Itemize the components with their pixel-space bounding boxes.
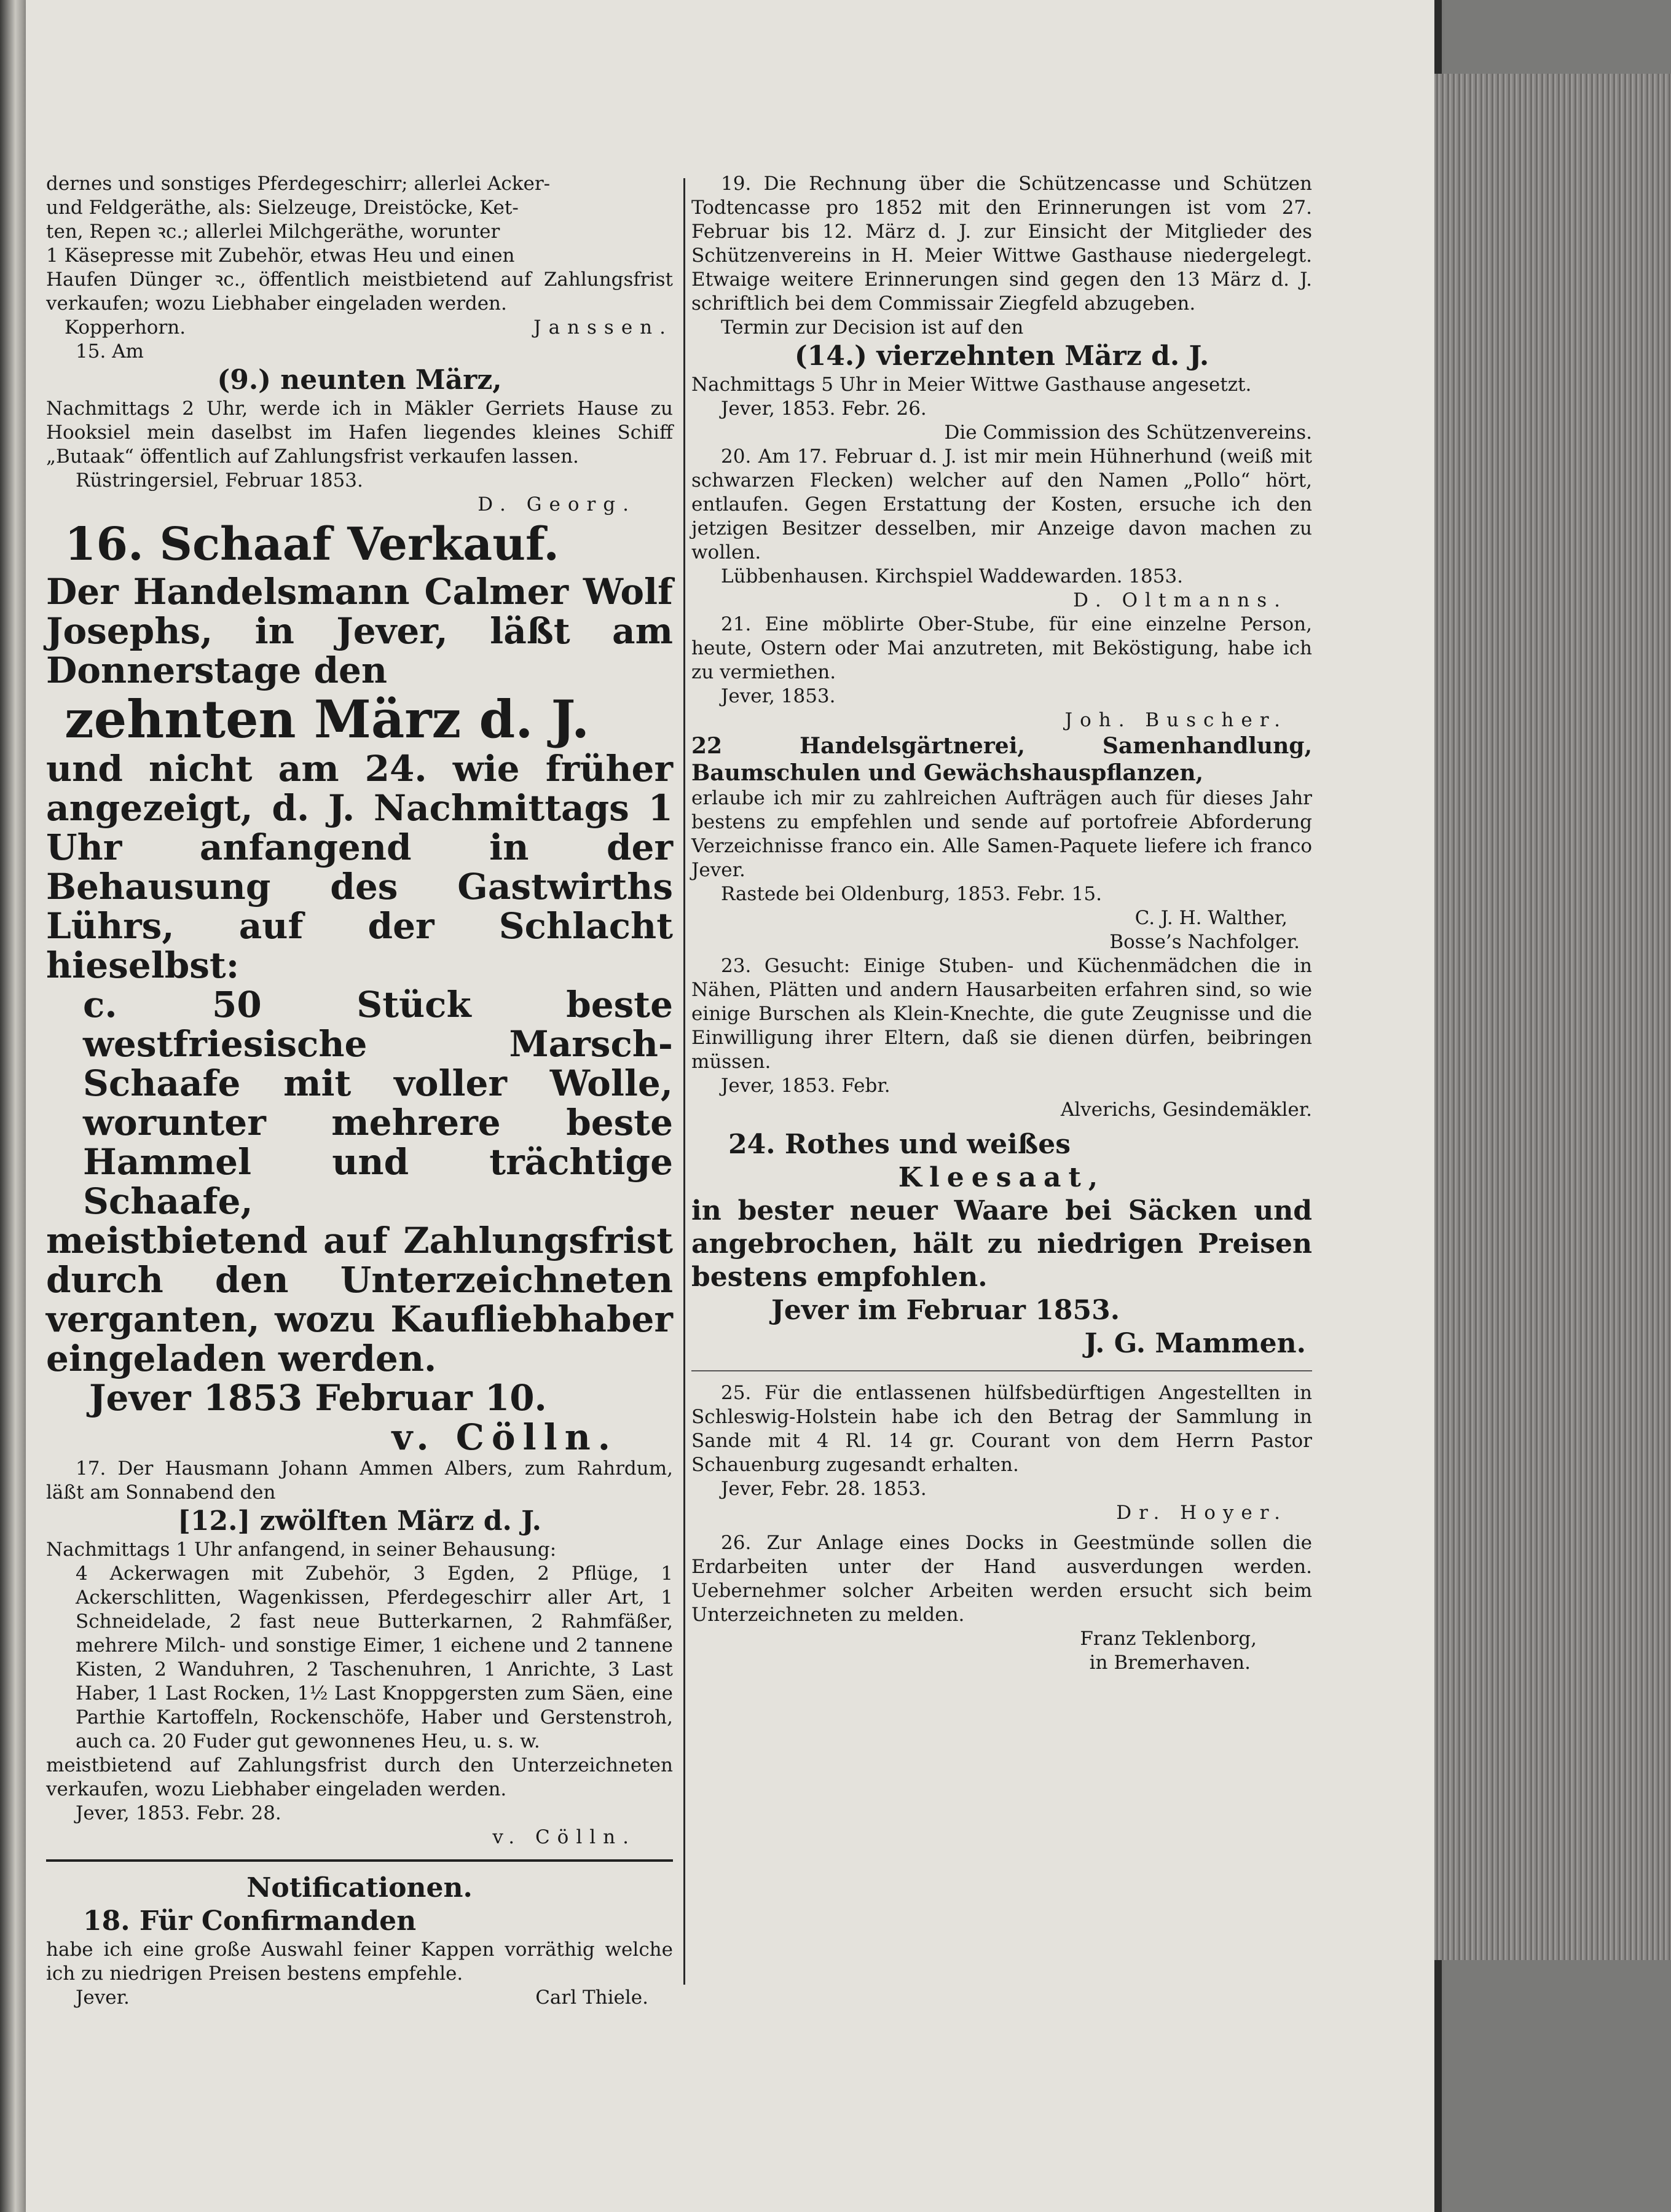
notice-14-line: und Feldgeräthe, als: Sielzeuge, Dreistöcke, Ket-	[46, 197, 519, 219]
notice-21-signature: Joh. Buscher.	[1064, 709, 1288, 731]
notice-20-text: 20. Am 17. Februar d. J. ist mir mein Hühnerhund (weiß mit schwarzen Flecken) welcher auf den Namen „Pollo“ hört, entlaufen. Gegen Erstattung der Kosten, ersuche ich den jetzigen Besitzer desselben, mir Anzeige davon machen zu wollen.	[691, 445, 1312, 563]
notice-24-signature: J. G. Mammen.	[1084, 1328, 1306, 1359]
book-edge	[1434, 74, 1671, 1960]
notice-15-signature: D. Georg.	[478, 493, 636, 516]
notice-17-time: Nachmittags 1 Uhr anfangend, in seiner Behausung:	[46, 1539, 557, 1561]
notice-14-line: dernes und sonstiges Pferdegeschirr; allerlei Acker-	[46, 173, 551, 195]
notice-21-place: Jever, 1853.	[721, 685, 836, 707]
notice-24-heading: 24. Rothes und weißes	[728, 1129, 1071, 1160]
notice-14-place: Kopperhorn.	[65, 316, 186, 339]
notice-17-place: Jever, 1853. Febr. 28.	[76, 1802, 281, 1824]
notice-22-signature-note: Bosse’s Nachfolger.	[1109, 931, 1300, 953]
notice-23-place: Jever, 1853. Febr.	[721, 1075, 891, 1097]
notice-17-terms: meistbietend auf Zahlungsfrist durch den Unterzeichneten verkaufen, wozu Liebhaber eingeladen werden.	[46, 1754, 673, 1800]
notice-23-text: 23. Gesucht: Einige Stuben- und Küchenmädchen die in Nähen, Plätten und andern Hausarbeiten erfahren sind, so wie einige Burschen als Klein-Knechte, die gute Zeugnisse und die Einwilligung ihrer Eltern, daß sie dienen dürfen, beibringen müssen.	[691, 955, 1312, 1073]
notice-25-signature: Dr. Hoyer.	[1116, 1502, 1288, 1524]
notice-20-signature: D. Oltmanns.	[1073, 589, 1288, 611]
notice-15-intro: 15. Am	[76, 340, 144, 363]
notice-17-date: [12.] zwölften März d. J.	[178, 1505, 541, 1537]
notice-24-place: Jever im Februar 1853.	[771, 1295, 1120, 1326]
notice-16-dateline: Jever 1853 Februar 10.	[89, 1377, 547, 1419]
section-rule	[46, 1859, 673, 1862]
notice-24-product: Kleesaat,	[898, 1162, 1106, 1193]
notice-19-term: Termin zur Decision ist auf den	[721, 316, 1024, 339]
notifications-heading: Notificationen.	[246, 1872, 473, 1904]
notice-22-place: Rastede bei Oldenburg, 1853. Febr. 15.	[721, 883, 1102, 905]
notice-25-place: Jever, Febr. 28. 1853.	[721, 1478, 927, 1500]
notice-14-line: ten, Repen ꝛc.; allerlei Milchgeräthe, worunter	[46, 221, 500, 243]
right-column	[691, 172, 1312, 1675]
notice-19-date: (14.) vierzehnten März d. J.	[794, 340, 1209, 372]
notice-19-text: 19. Die Rechnung über die Schützencasse und Schützen Todtencasse pro 1852 mit den Erinnerungen ist vom 27. Februar bis 12. März d. J. zur Einsicht der Mitglieder des Schützenvereins in H. Meier Wittwe Gasthause niedergelegt. Etwaige weitere Erinnerungen sind gegen den 13 März d. J. schriftlich bei dem Commissair Ziegfeld abzugeben.	[691, 173, 1312, 315]
notice-15-text: Nachmittags 2 Uhr, werde ich in Mäkler Gerriets Hause zu Hooksiel mein daselbst im Hafen liegendes kleines Schiff „Butaak“ öffentlich auf Zahlungsfrist verkaufen lassen.	[46, 398, 673, 468]
notice-14-signature: Janssen.	[533, 316, 673, 339]
notice-19-signature: Die Commission des Schützenvereins.	[944, 422, 1312, 444]
notice-16-items: c. 50 Stück beste westfriesische Marsch-Schaafe mit voller Wolle, worunter mehrere beste Hammel und trächtige Schaafe,	[83, 984, 673, 1222]
notice-22-text: erlaube ich mir zu zahlreichen Aufträgen auch für dieses Jahr bestens zu empfehlen und sende auf portofreie Abforderung Verzeichnisse franco ein. Alle Samen-Paquete liefere ich franco Jever.	[691, 787, 1312, 881]
notice-15-place: Rüstringersiel, Februar 1853.	[76, 469, 363, 492]
notice-25-text: 25. Für die entlassenen hülfsbedürftigen Angestellten in Schleswig-Holstein habe ich den Betrag der Sammlung in Sande mit 4 Rl. 14 gr. Courant von dem Herrn Pastor Schauenburg zugesandt erhalten.	[691, 1382, 1312, 1476]
notice-26-signature-place: in Bremerhaven.	[1089, 1652, 1251, 1674]
section-rule	[691, 1370, 1312, 1371]
notice-17-items: 4 Ackerwagen mit Zubehör, 3 Egden, 2 Pflüge, 1 Ackerschlitten, Wagenkissen, Pferdegeschirr aller Art, 1 Schneidelade, 2 fast neue Butterkarnen, 2 Rahmfäßer, mehrere Milch- und sonstige Eimer, 1 eichene und 2 tannene Kisten, 2 Wanduhren, 2 Taschenuhren, 1 Anrichte, 3 Last Haber, 1 Last Rocken, 1½ Last Knoppgersten zum Säen, eine Parthie Kartoffeln, Rockenschöfe, Haber und Gerstenstroh, auch ca. 20 Fuder gut gewonnenes Heu, u. s. w.	[76, 1563, 673, 1752]
notice-26-text: 26. Zur Anlage eines Docks in Geestmünde sollen die Erdarbeiten unter der Hand ausverdungen werden. Uebernehmer solcher Arbeiten werden ersucht sich beim Unterzeichneten zu melden.	[691, 1532, 1312, 1626]
notice-14-line: Haufen Dünger ꝛc., öffentlich meistbietend auf Zahlungsfrist verkaufen; wozu Liebhaber eingeladen werden.	[46, 269, 673, 315]
notice-18-signature: Carl Thiele.	[535, 1986, 648, 2009]
notice-18-text: habe ich eine große Auswahl feiner Kappen vorräthig welche ich zu niedrigen Preisen bestens empfehle.	[46, 1939, 673, 1985]
notice-16-signature: v. Cölln.	[391, 1416, 618, 1458]
notice-17-signature: v. Cölln.	[492, 1826, 636, 1848]
notice-24-text: in bester neuer Waare bei Säcken und angebrochen, hält zu niedrigen Preisen bestens empfohlen.	[691, 1195, 1312, 1293]
notice-18-heading: 18. Für Confirmanden	[83, 1905, 417, 1937]
notice-16-terms: meistbietend auf Zahlungsfrist durch den Unterzeichneten verganten, wozu Kaufliebhaber eingeladen werden.	[46, 1220, 673, 1379]
notice-21-text: 21. Eine möblirte Ober-Stube, für eine einzelne Person, heute, Ostern oder Mai anzutreten, mit Beköstigung, habe ich zu vermiethen.	[691, 613, 1312, 683]
notice-26-signature: Franz Teklenborg,	[1080, 1628, 1257, 1650]
notice-16-heading: 16. Schaaf Verkauf.	[65, 518, 559, 571]
notice-14-footer	[46, 316, 673, 340]
notice-18-footer	[46, 1986, 673, 2010]
notice-19-place: Jever, 1853. Febr. 26.	[721, 398, 927, 420]
column-divider	[683, 178, 685, 1985]
notice-22-heading: 22 Handelsgärtnerei, Samenhandlung, Baumschulen und Gewächshauspflanzen,	[691, 733, 1312, 786]
notice-16-date: zehnten März d. J.	[65, 689, 590, 750]
previous-page-edge	[0, 0, 26, 2212]
notice-15-date: (9.) neunten März,	[217, 364, 502, 396]
notice-16-details: und nicht am 24. wie früher angezeigt, d. J. Nachmittags 1 Uhr anfangend in der Behausung des Gastwirths Lührs, auf der Schlacht hieselbst:	[46, 748, 673, 986]
notice-18-place: Jever.	[76, 1986, 130, 2009]
notice-23-signature: Alverichs, Gesindemäkler.	[1060, 1099, 1312, 1121]
notice-16-intro: Der Handelsmann Calmer Wolf Josephs, in Jever, läßt am Donnerstage den	[46, 571, 673, 691]
notice-20-place: Lübbenhausen. Kirchspiel Waddewarden. 1853.	[721, 565, 1184, 587]
notice-14-line: 1 Käsepresse mit Zubehör, etwas Heu und einen	[46, 245, 515, 267]
notice-22-signature: C. J. H. Walther,	[1134, 907, 1288, 929]
left-column	[46, 172, 673, 2010]
notice-19-time: Nachmittags 5 Uhr in Meier Wittwe Gasthause angesetzt.	[691, 374, 1252, 396]
notice-17-intro: 17. Der Hausmann Johann Ammen Albers, zum Rahrdum, läßt am Sonnabend den	[46, 1457, 673, 1504]
